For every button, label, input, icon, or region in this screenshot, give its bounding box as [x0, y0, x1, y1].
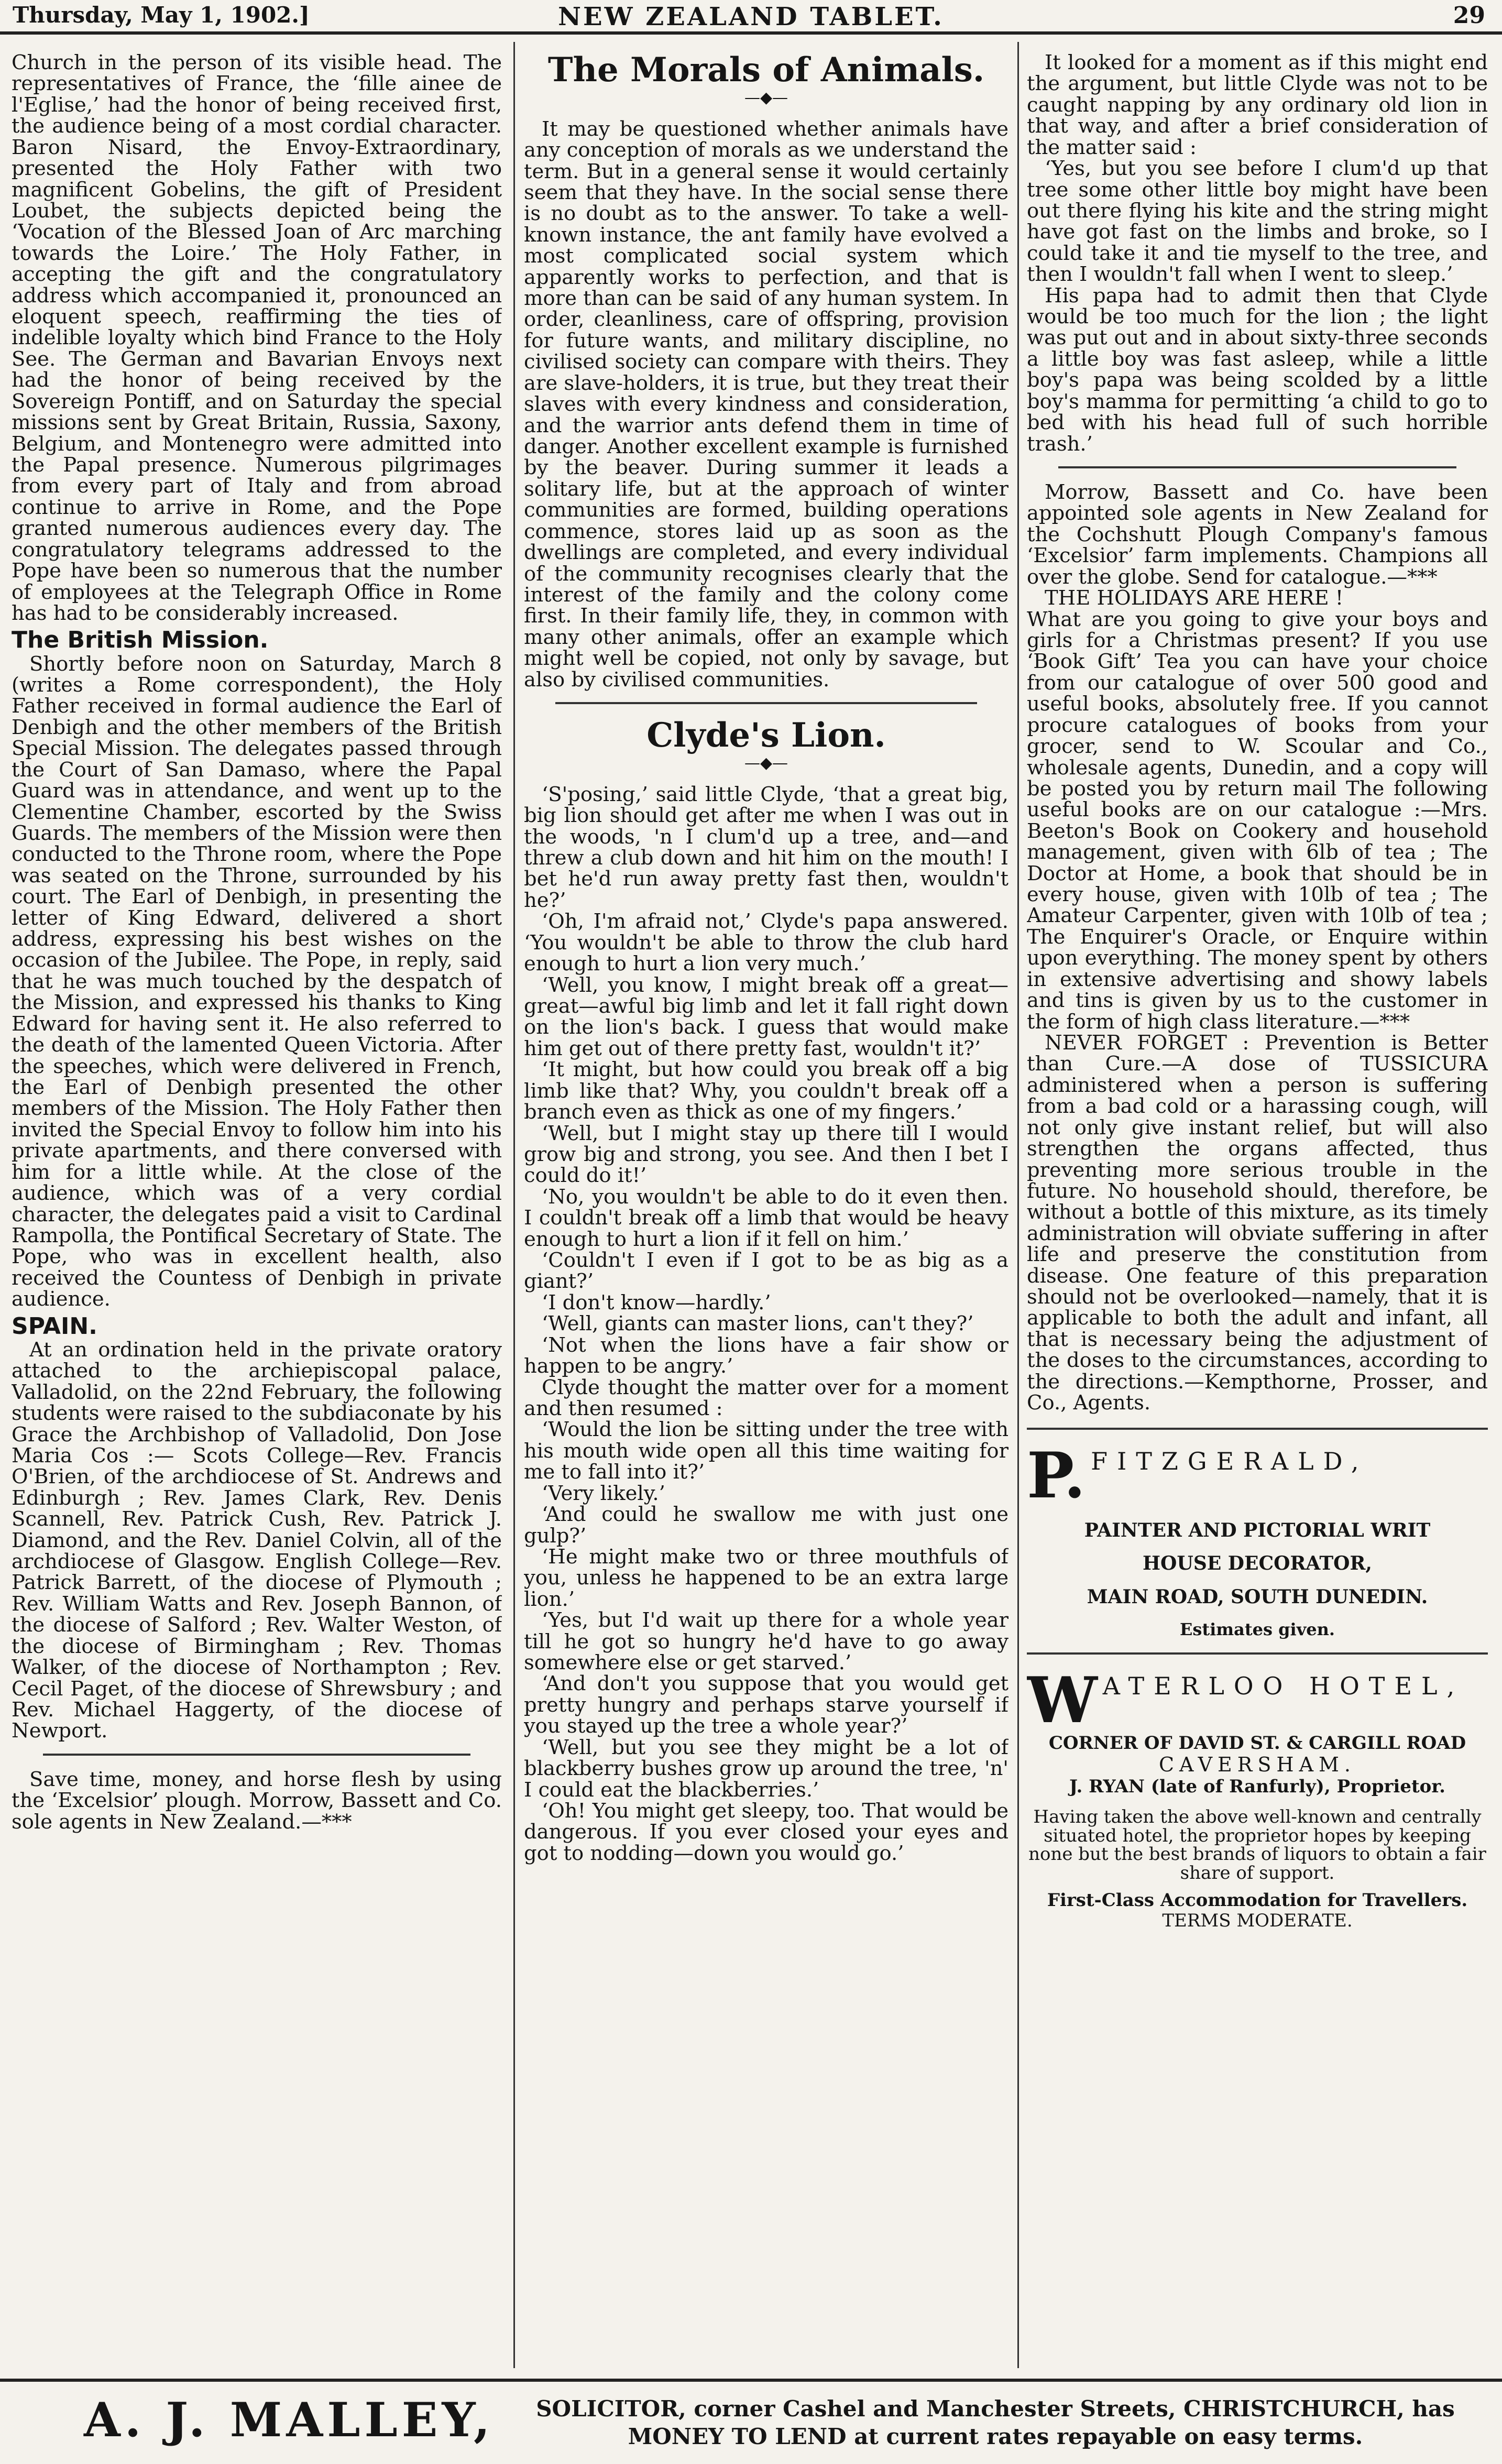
page-number: 29: [1453, 2, 1485, 29]
story-paragraph: ‘Well, but you see they might be a lot of blackberry bushes grow up around the tree, 'n' I could eat the blackberries.’: [524, 1735, 1008, 1802]
solicitor-notice: SOLICITOR, corner Cashel and Manchester Streets, CHRISTCHURCH, has MONEY TO LEND at current rates repayable on easy terms.: [536, 2396, 1455, 2449]
ad-initial: W: [1027, 1669, 1098, 1732]
ad-line: HOUSE DECORATOR,: [1143, 1552, 1372, 1575]
column-3: [1027, 52, 1488, 2384]
ad-line: CORNER OF DAVID ST. & CARGILL ROAD: [1048, 1732, 1466, 1754]
divider: [1027, 1652, 1488, 1655]
ad-line: CAVERSHAM.: [1158, 1753, 1356, 1777]
notice-heading: NEVER FORGET: [1045, 1031, 1227, 1055]
story-paragraph: Clyde thought the matter over for a moment and then resumed :: [524, 1375, 1008, 1420]
ad-line: MAIN ROAD, SOUTH DUNEDIN.: [1087, 1586, 1428, 1608]
ad-line: J. RYAN (late of Ranfurly), Proprietor.: [1069, 1776, 1445, 1798]
story-paragraph: ‘It might, but how could you break off a big limb like that? Why, you couldn't break off a branch even as thick as one of my fingers.’: [524, 1058, 1008, 1124]
notice-text: : Prevention is Better than Cure.—A dose of TUSSICURA administered when a person is suffering from a bad cold or a harassing cough, will not only give instant relief, but will also strengthen the organs affected, thus preventing more serious trouble in the future. No household should, therefore, be without a bottle of this mixture, as its timely administration will obviate suffering in after life and preserve the constitution from disease. One feature of this preparation should not be overlooked—namely, that it is applicable to both the adult and infant, all that is necessary being the adjustment of the doses to the circumstances, according to the directions.—Kempthorne, Prosser, and Co., Agents.: [1027, 1031, 1488, 1415]
story-paragraph: ‘Oh! You might get sleepy, too. That would be dangerous. If you ever closed your eyes and got to nodding—down you would go.’: [524, 1799, 1008, 1865]
divider: [43, 1754, 470, 1756]
ad-line: Having taken the above well-known and centrally situated hotel, the proprietor hopes by keeping none but the best brands of liquors to obtain a fair share of support.: [1028, 1806, 1486, 1883]
ad-line: Estimates given.: [1179, 1619, 1335, 1639]
ad-name: ATERLOO HOTEL,: [1102, 1671, 1464, 1700]
story-paragraph: ‘He might make two or three mouthfuls of you, unless he happened to be an extra large lion.’: [524, 1545, 1008, 1611]
story-body: [524, 784, 1008, 1865]
story-paragraph: ‘Well, but I might stay up there till I would grow big and strong, you see. And then I bet I could do it!’: [524, 1121, 1008, 1188]
paragraph: It may be questioned whether animals have any conception of morals as we understand the term. But in a general sense it would certainly seem that they have. In the social sense there is no doubt as to the answer. To take a well-known instance, the ant family have evolved a most complicated social system which apparently works to perfection, and that is more than can be said of any human system. In order, cleanliness, care of offspring, provision for future wants, and military discipline, no civilised society can compare with theirs. They are slave-holders, it is true, but they treat their slaves with every kindness and consideration, and the warrior ants defend them in time of danger. Another excellent example is furnished by the beaver. During summer it leads a solitary life, but at the approach of winter communities are formed, building operations commence, stores laid up as soon as the dwellings are completed, and every individual of the community recognises clearly that the interest of the family and the colony come first. In their family life, they, in common with many other animals, offer an example which might well be copied, not only by savage, but also by civilised communities.: [524, 117, 1008, 692]
story-paragraph: ‘Couldn't I even if I got to be as big as a giant?’: [524, 1249, 1008, 1294]
article-title: The Morals of Animals.: [547, 52, 985, 90]
advertisement-notice: Save time, money, and horse flesh by using the ‘Excelsior’ plough. Morrow, Bassett and Co. sole agents in New Zealand.—***: [12, 1767, 502, 1834]
notice-heading: THE HOLIDAYS ARE HERE !: [1045, 586, 1344, 610]
ad-line: First-Class Accommodation for Travellers.: [1047, 1889, 1468, 1911]
advertisement-notice: What are you going to give your boys and girls for a Christmas present? If you use ‘Book Gift’ Tea you can have your choice from our catalogue of over 500 good and useful books, absolutely free. If you cannot procure catalogues of books from your grocer, send to W. Scoular and Co., wholesale agents, Dunedin, and a copy will be posted you by return mail The following useful books are on our catalogue :—Mrs. Beeton's Book on Cookery and household management, given with 6lb of tea ; The Doctor at Home, a book that should be in every house, given with 10lb of tea ; The Amateur Carpenter, given with 10lb of tea ; The Enquirer's Oracle, or Enquire within upon everything. The money spent by others in extensive advertising and showy labels and tins is given by us to the customer in the form of high class literature.—***: [1027, 607, 1488, 1034]
paragraph: His papa had to admit then that Clyde would be too much for the lion ; the light was put out and in about sixty-three seconds a little boy was fast asleep, while a little boy's papa was being scolded by a little boy's mamma for permitting ‘a child to go to bed with his head full of such horrible trash.’: [1027, 283, 1488, 456]
column-1: [12, 52, 502, 2384]
article-title: Clyde's Lion.: [646, 716, 886, 755]
story-paragraph: ‘Would the lion be sitting under the tree with his mouth wide open all this time waiting for me to fall into it?’: [524, 1418, 1008, 1484]
ornament-icon: —◆—: [744, 754, 788, 773]
divider: [1027, 1428, 1488, 1430]
story-paragraph: ‘Not when the lions have a fair show or happen to be angry.’: [524, 1333, 1008, 1378]
story-paragraph: ‘Very likely.’: [542, 1481, 665, 1505]
story-paragraph: ‘Well, you know, I might break off a great—great—awful big limb and let it fall right down on the lion's back. I guess that would make him get out of there pretty fast, wouldn't it?’: [524, 973, 1008, 1060]
story-paragraph: ‘No, you wouldn't be able to do it even then. I couldn't break off a limb that would be heavy enough to hurt a lion if it fell on him.’: [524, 1185, 1008, 1251]
story-paragraph: ‘I don't know—hardly.’: [542, 1290, 771, 1315]
masthead: [0, 0, 1502, 35]
story-paragraph: ‘Oh, I'm afraid not,’ Clyde's papa answered. ‘You wouldn't be able to throw the club hard enough to hurt a lion very much.’: [524, 910, 1008, 976]
divider: [555, 702, 977, 704]
newspaper-title: NEW ZEALAND TABLET.: [558, 2, 944, 31]
story-paragraph: ‘S'posing,’ said little Clyde, ‘that a great big, big lion should get after me when I was out in the woods, 'n I clum'd up a tree, and—and threw a club down and hit him on the mouth! I bet he'd run away pretty fast then, wouldn't he?’: [524, 782, 1008, 912]
issue-date: Thursday, May 1, 1902.]: [13, 2, 310, 28]
ad-initial: P.: [1027, 1444, 1086, 1507]
fitzgerald-advertisement: [1027, 1444, 1488, 1639]
solicitor-name: A. J. MALLEY,: [84, 2392, 495, 2448]
column-rule: [1017, 42, 1019, 2368]
waterloo-hotel-advertisement: [1027, 1669, 1488, 1931]
advertisement-notice: Morrow, Bassett and Co. have been appointed sole agents in New Zealand for the Cochshutt Plough Company's famous ‘Excelsior’ farm implements. Champions all over the globe. Send for catalogue.—***: [1027, 480, 1488, 589]
advertisement-notice: [1027, 1033, 1488, 1414]
story-paragraph: ‘And could he swallow me with just one gulp?’: [524, 1503, 1008, 1548]
paragraph: Shortly before noon on Saturday, March 8 (writes a Rome correspondent), the Holy Father received in formal audience the Earl of Denbigh and the other members of the British Special Mission. The delegates passed through the Court of San Damaso, where the Papal Guard was in attendance, and went up to the Clementine Chamber, escorted by the Swiss Guards. The members of the Mission were then conducted to the Throne room, where the Pope was seated on the Throne, surrounded by his court. The Earl of Denbigh, in presenting the letter of King Edward, delivered a short address, expressing his best wishes on the occasion of the Jubilee. The Pope, in reply, said that he was much touched by the despatch of the Mission, and expressed his thanks to King Edward for having sent it. He also referred to the death of the lamented Queen Victoria. After the speeches, which were delivered in French, the Earl of Denbigh presented the other members of the Mission. The Holy Father then invited the Special Envoy to follow him into his private apartments, and there conversed with him for a little while. At the close of the audience, which was of a very cordial character, the delegates paid a visit to Cardinal Rampolla, the Pontifical Secretary of State. The Pope, who was in excellent health, also received the Countess of Denbigh in private audience.: [12, 652, 502, 1311]
story-paragraph: ‘Yes, but I'd wait up there for a whole year till he got so hungry he'd have to go away somewhere else or get starved.’: [524, 1608, 1008, 1675]
story-paragraph: ‘And don't you suppose that you would get pretty hungry and perhaps starve yourself if you stayed up the tree a whole year?’: [524, 1672, 1008, 1738]
divider: [1058, 466, 1456, 468]
section-heading: SPAIN.: [12, 1312, 97, 1340]
footer-advertisement: [0, 2379, 1502, 2464]
paragraph: At an ordination held in the private oratory attached to the archiepiscopal palace, Valladolid, on the 22nd February, the following students were raised to the subdiaconate by his Grace the Archbishop of Valladolid, Don Jose Maria Cos :— Scots College—Rev. Francis O'Brien, of the archdiocese of St. Andrews and Edinburgh ; Rev. James Clark, Rev. Denis Scannell, Rev. Patrick Cush, Rev. Patrick J. Diamond, and the Rev. Daniel Colvin, all of the archdiocese of Glasgow. English College—Rev. Patrick Barrett, of the diocese of Plymouth ; Rev. William Watts and Rev. Joseph Bannon, of the diocese of Salford ; Rev. Walter Weston, of the diocese of Birmingham ; Rev. Thomas Walker, of the diocese of Northampton ; Rev. Cecil Paget, of the diocese of Shrewsbury ; and Rev. Michael Haggerty, of the diocese of Newport.: [12, 1338, 502, 1743]
column-2: [524, 52, 1008, 2384]
paragraph: ‘Yes, but you see before I clum'd up that tree some other little boy might have been out there flying his kite and the string might have got fast on the limbs and broke, so I could take it and tie myself to the tree, and then I wouldn't fall when I went to sleep.’: [1027, 157, 1488, 287]
ad-line: TERMS MODERATE.: [1162, 1910, 1353, 1932]
paragraph: It looked for a moment as if this might end the argument, but little Clyde was not to be caught napping by any ordinary old lion in that way, and after a brief consideration of the matter said :: [1027, 52, 1488, 159]
ornament-icon: —◆—: [744, 89, 788, 107]
section-heading: The British Mission.: [12, 627, 269, 654]
ad-line: PAINTER AND PICTORIAL WRIT: [1084, 1519, 1431, 1541]
story-paragraph: ‘Well, giants can master lions, can't they?’: [542, 1312, 974, 1336]
column-rule: [513, 42, 515, 2368]
ad-name: FITZGERALD,: [1091, 1447, 1368, 1475]
paragraph: Church in the person of its visible head. The representatives of France, the ‘fille ainee de l'Eglise,’ had the honor of being received first, the audience being of a most cordial character. Baron Nisard, the Envoy-Extraordinary, presented the Holy Father with two magnificent Gobelins, the gift of President Loubet, the subjects depicted being the ‘Vocation of the Blessed Joan of Arc marching towards the Loire.’ The Holy Father, in accepting the gift and the congratulatory address which accompanied it, pronounced an eloquent speech, reaffirming the ties of indelible loyalty which bind France to the Holy See. The German and Bavarian Envoys next had the honor of being received by the Sovereign Pontiff, and on Saturday the special missions sent by Great Britain, Russia, Saxony, Belgium, and Montenegro were admitted into the Papal presence. Numerous pilgrimages from every part of Italy and from abroad continue to arrive in Rome, and the Pope granted numerous audiences every day. The congratulatory telegrams addressed to the Pope have been so numerous that the number of employees at the Telegraph Office in Rome has had to be considerably increased.: [12, 52, 502, 625]
